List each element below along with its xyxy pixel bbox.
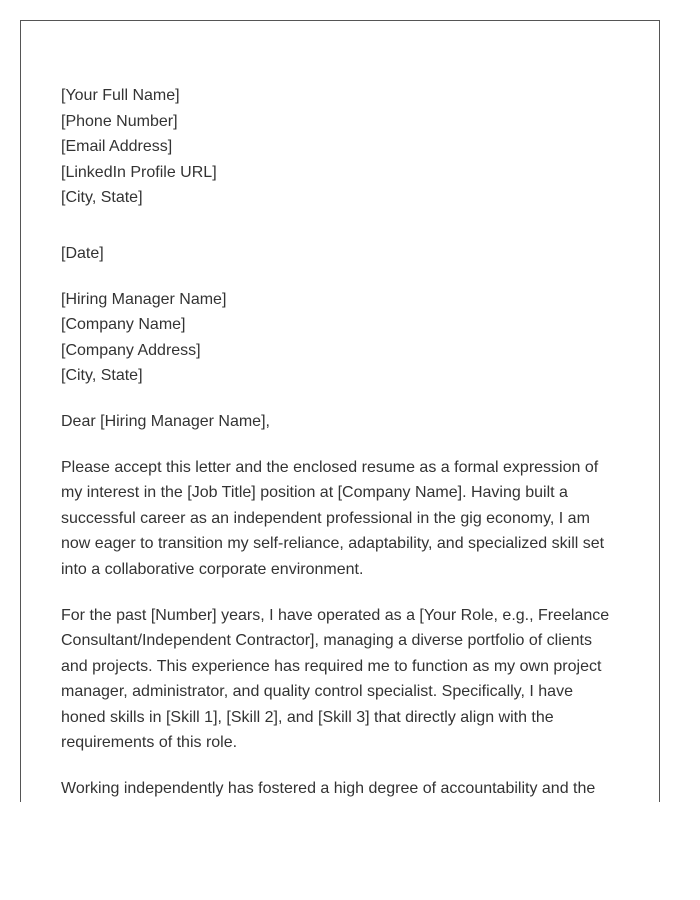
recipient-address: [Company Address] <box>61 341 201 359</box>
sender-block <box>61 83 621 211</box>
body-paragraph: Working independently has fostered a high degree of accountability and the <box>61 780 596 798</box>
body-paragraph: For the past [Number] years, I have operated as a [Your Role, e.g., Freelance Consultant/Independent Contractor], managing a diverse portfolio of clients and projects. This experience has required me to function as my own project manager, administrator, and quality control specialist. Specifically, I have honed skills in [Skill 1], [Skill 2], and [Skill 3] that directly align with the requirements of this role. <box>61 606 610 752</box>
recipient-block <box>61 287 621 389</box>
sender-name: [Your Full Name] <box>61 87 180 104</box>
sender-email: [Email Address] <box>61 138 173 156</box>
sender-city-state: [City, State] <box>61 189 143 207</box>
recipient-name: [Hiring Manager Name] <box>61 290 227 308</box>
sender-linkedin: [LinkedIn Profile URL] <box>61 163 217 181</box>
letter-page <box>20 20 660 802</box>
recipient-company: [Company Name] <box>61 316 186 334</box>
sender-phone: [Phone Number] <box>61 112 178 130</box>
letter-content <box>61 83 621 802</box>
date-block <box>61 241 621 267</box>
letter-date: [Date] <box>61 244 104 262</box>
body-paragraph: Please accept this letter and the enclosed resume as a formal expression of my interest in the [Job Title] position at [Company Name]. Having built a successful career as an independent professional in the gig economy, I am now eager to transition my self-reliance, adaptability, and specialized skill set into a collaborative corporate environment. <box>61 458 605 578</box>
salutation: Dear [Hiring Manager Name], <box>61 412 270 430</box>
recipient-city-state: [City, State] <box>61 367 143 385</box>
